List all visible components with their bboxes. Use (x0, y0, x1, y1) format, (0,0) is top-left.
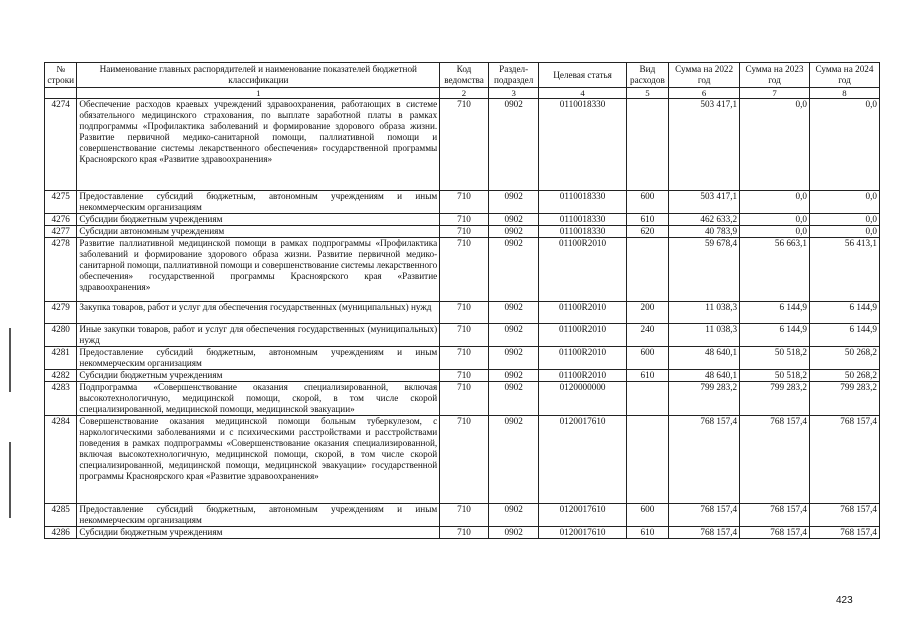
table-row (45, 99, 880, 191)
header-dept-code: Код ведомства (440, 63, 489, 88)
row-sum-2023: 768 157,4 (740, 527, 810, 539)
row-name: Обеспечение расходов краевых учреждений здравоохранения, работающих в системе обязательного медицинского страхования, по выплате заработной платы в рамках подпрограммы «Профилактика заболеваний и формирование здорового образа жизни. Развитие первичной медико-санитарной помощи, паллиативной помощи и совершенствование системы лекарственного обеспечения» государственной программы Красноярского края «Развитие здравоохранения» (77, 99, 440, 191)
row-name: Закупка товаров, работ и услуг для обеспечения государственных (муниципальных) нужд (77, 302, 440, 324)
row-number: 4285 (45, 504, 77, 527)
column-number: 4 (539, 88, 626, 99)
row-expense-type (626, 382, 669, 416)
row-sum-2023: 0,0 (740, 214, 810, 226)
table-body (45, 99, 880, 539)
row-target-article: 01100R2010 (539, 238, 626, 302)
row-section: 0902 (488, 99, 539, 191)
table-row (45, 347, 880, 370)
table-row (45, 416, 880, 504)
row-name: Предоставление субсидий бюджетным, автономным учреждениям и иным некоммерческим организациям (77, 347, 440, 370)
row-dept-code: 710 (440, 504, 489, 527)
row-expense-type: 200 (626, 302, 669, 324)
header-sum-2024: Сумма на 2024 год (810, 63, 880, 88)
table-row (45, 324, 880, 347)
row-expense-type: 240 (626, 324, 669, 347)
row-name: Совершенствование оказания медицинской помощи больным туберкулезом, с наркологическими заболеваниями и с психическими расстройствами и расстройствами поведения в рамках подпрограммы «Совершенствование оказания специализированной, включая высокотехнологичную, медицинской помощи, скорой, в том числе скорой специализированной, медицинской помощи, медицинской эвакуации» государственной программы Красноярского края «Развитие здравоохранения» (77, 416, 440, 504)
row-number: 4284 (45, 416, 77, 504)
row-expense-type: 600 (626, 504, 669, 527)
column-number: 1 (77, 88, 440, 99)
header-sum-2022: Сумма на 2022 год (669, 63, 740, 88)
row-number: 4274 (45, 99, 77, 191)
row-sum-2024: 50 268,2 (810, 347, 880, 370)
row-number: 4276 (45, 214, 77, 226)
row-sum-2024: 50 268,2 (810, 370, 880, 382)
header-expense-type: Вид расходов (626, 63, 669, 88)
row-sum-2023: 0,0 (740, 226, 810, 238)
scan-margin-mark-lower (9, 442, 11, 518)
row-name: Субсидии бюджетным учреждениям (77, 527, 440, 539)
header-sum-2023: Сумма на 2023 год (740, 63, 810, 88)
row-target-article: 0120017610 (539, 527, 626, 539)
row-sum-2024: 0,0 (810, 191, 880, 214)
row-dept-code: 710 (440, 382, 489, 416)
row-dept-code: 710 (440, 191, 489, 214)
row-sum-2022: 11 038,3 (669, 302, 740, 324)
row-number: 4277 (45, 226, 77, 238)
page-number: 423 (836, 595, 853, 606)
row-sum-2022: 799 283,2 (669, 382, 740, 416)
table-row (45, 527, 880, 539)
row-target-article: 0110018330 (539, 226, 626, 238)
row-section: 0902 (488, 382, 539, 416)
row-sum-2022: 768 157,4 (669, 527, 740, 539)
row-number: 4281 (45, 347, 77, 370)
table-row (45, 191, 880, 214)
row-target-article: 01100R2010 (539, 347, 626, 370)
row-dept-code: 710 (440, 99, 489, 191)
table-row (45, 226, 880, 238)
table-row (45, 370, 880, 382)
row-section: 0902 (488, 527, 539, 539)
row-number: 4283 (45, 382, 77, 416)
row-sum-2023: 768 157,4 (740, 504, 810, 527)
row-dept-code: 710 (440, 226, 489, 238)
row-section: 0902 (488, 370, 539, 382)
column-number: 8 (810, 88, 880, 99)
row-name: Субсидии автономным учреждениям (77, 226, 440, 238)
row-dept-code: 710 (440, 324, 489, 347)
column-number: 3 (488, 88, 539, 99)
row-name: Субсидии бюджетным учреждениям (77, 370, 440, 382)
row-number: 4279 (45, 302, 77, 324)
row-section: 0902 (488, 324, 539, 347)
row-sum-2022: 48 640,1 (669, 370, 740, 382)
row-expense-type: 610 (626, 214, 669, 226)
table-row (45, 302, 880, 324)
column-number: 5 (626, 88, 669, 99)
row-dept-code: 710 (440, 416, 489, 504)
row-sum-2024: 56 413,1 (810, 238, 880, 302)
row-name: Подпрограмма «Совершенствование оказания специализированной, включая высокотехнологичную, медицинской помощи, скорой, в том числе скорой специализированной, медицинской помощи, медицинской эвакуации» (77, 382, 440, 416)
row-expense-type: 610 (626, 527, 669, 539)
row-sum-2022: 40 783,9 (669, 226, 740, 238)
row-sum-2022: 462 633,2 (669, 214, 740, 226)
budget-table (44, 62, 880, 539)
column-number-row (45, 88, 880, 99)
row-target-article: 0110018330 (539, 214, 626, 226)
header-row (45, 63, 880, 88)
row-number: 4286 (45, 527, 77, 539)
row-expense-type (626, 416, 669, 504)
row-number: 4282 (45, 370, 77, 382)
header-row-number: № строки (45, 63, 77, 88)
row-expense-type: 600 (626, 347, 669, 370)
row-sum-2024: 6 144,9 (810, 302, 880, 324)
row-dept-code: 710 (440, 347, 489, 370)
row-sum-2022: 59 678,4 (669, 238, 740, 302)
row-dept-code: 710 (440, 302, 489, 324)
row-dept-code: 710 (440, 214, 489, 226)
header-section: Раздел-подраздел (488, 63, 539, 88)
row-target-article: 0110018330 (539, 191, 626, 214)
row-sum-2023: 799 283,2 (740, 382, 810, 416)
table-row (45, 238, 880, 302)
row-name: Предоставление субсидий бюджетным, автономным учреждениям и иным некоммерческим организациям (77, 504, 440, 527)
row-sum-2023: 6 144,9 (740, 302, 810, 324)
row-section: 0902 (488, 226, 539, 238)
row-section: 0902 (488, 191, 539, 214)
row-dept-code: 710 (440, 527, 489, 539)
scan-margin-mark-upper (9, 328, 11, 392)
row-number: 4275 (45, 191, 77, 214)
row-section: 0902 (488, 347, 539, 370)
row-section: 0902 (488, 302, 539, 324)
row-sum-2024: 0,0 (810, 214, 880, 226)
row-name: Иные закупки товаров, работ и услуг для обеспечения государственных (муниципальных) нужд (77, 324, 440, 347)
row-sum-2022: 48 640,1 (669, 347, 740, 370)
row-section: 0902 (488, 214, 539, 226)
row-expense-type: 610 (626, 370, 669, 382)
row-sum-2024: 0,0 (810, 226, 880, 238)
row-sum-2023: 0,0 (740, 99, 810, 191)
row-sum-2023: 768 157,4 (740, 416, 810, 504)
row-expense-type: 600 (626, 191, 669, 214)
row-sum-2024: 799 283,2 (810, 382, 880, 416)
row-sum-2024: 768 157,4 (810, 504, 880, 527)
row-number: 4278 (45, 238, 77, 302)
row-number: 4280 (45, 324, 77, 347)
row-sum-2022: 768 157,4 (669, 504, 740, 527)
row-expense-type (626, 238, 669, 302)
row-target-article: 01100R2010 (539, 302, 626, 324)
row-sum-2024: 6 144,9 (810, 324, 880, 347)
row-expense-type (626, 99, 669, 191)
table-row (45, 214, 880, 226)
row-sum-2024: 0,0 (810, 99, 880, 191)
row-target-article: 0110018330 (539, 99, 626, 191)
row-sum-2022: 503 417,1 (669, 191, 740, 214)
row-sum-2024: 768 157,4 (810, 416, 880, 504)
column-number: 2 (440, 88, 489, 99)
row-section: 0902 (488, 504, 539, 527)
row-sum-2023: 56 663,1 (740, 238, 810, 302)
row-sum-2023: 6 144,9 (740, 324, 810, 347)
row-dept-code: 710 (440, 370, 489, 382)
row-target-article: 0120000000 (539, 382, 626, 416)
row-sum-2022: 768 157,4 (669, 416, 740, 504)
row-sum-2023: 50 518,2 (740, 347, 810, 370)
row-section: 0902 (488, 238, 539, 302)
row-target-article: 01100R2010 (539, 370, 626, 382)
row-sum-2023: 50 518,2 (740, 370, 810, 382)
table-row (45, 504, 880, 527)
row-sum-2023: 0,0 (740, 191, 810, 214)
header-target-article: Целевая статья (539, 63, 626, 88)
row-name: Субсидии бюджетным учреждениям (77, 214, 440, 226)
row-target-article: 01100R2010 (539, 324, 626, 347)
row-expense-type: 620 (626, 226, 669, 238)
header-name: Наименование главных распорядителей и наименование показателей бюджетной классификации (77, 63, 440, 88)
column-number: 7 (740, 88, 810, 99)
column-number (45, 88, 77, 99)
row-target-article: 0120017610 (539, 504, 626, 527)
row-dept-code: 710 (440, 238, 489, 302)
row-sum-2022: 11 038,3 (669, 324, 740, 347)
row-name: Предоставление субсидий бюджетным, автономным учреждениям и иным некоммерческим организациям (77, 191, 440, 214)
row-name: Развитие паллиативной медицинской помощи в рамках подпрограммы «Профилактика заболеваний и формирование здорового образа жизни. Развитие первичной медико-санитарной помощи, паллиативной помощи и совершенствование системы лекарственного обеспечения» государственной программы Красноярского края «Развитие здравоохранения» (77, 238, 440, 302)
row-sum-2022: 503 417,1 (669, 99, 740, 191)
column-number: 6 (669, 88, 740, 99)
row-section: 0902 (488, 416, 539, 504)
row-sum-2024: 768 157,4 (810, 527, 880, 539)
table-row (45, 382, 880, 416)
row-target-article: 0120017610 (539, 416, 626, 504)
